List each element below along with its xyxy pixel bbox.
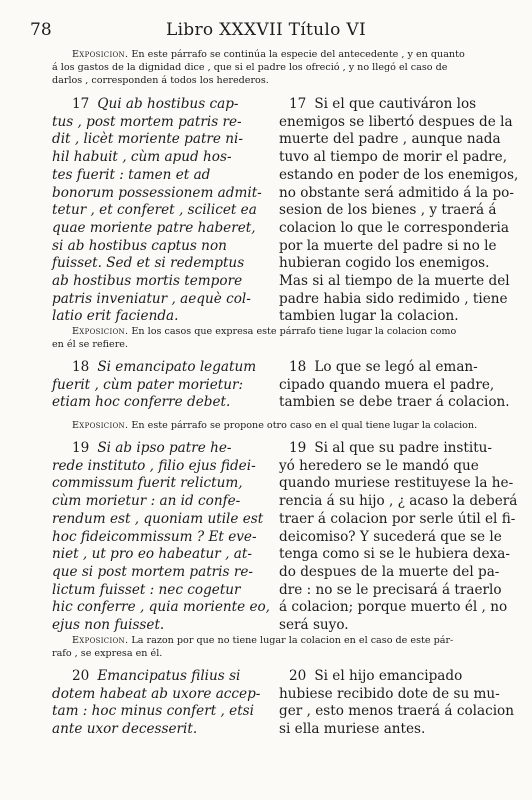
latin-line: cùm morietur : an id confe- bbox=[52, 493, 241, 510]
spanish-line: dre : no se le precisará á traerlo bbox=[279, 581, 502, 598]
spanish-line: Lo que se legó al eman- bbox=[314, 359, 478, 375]
spanish-line: ger , esto menos traerá á colacion bbox=[279, 703, 514, 720]
spanish-line: hubieran cogido los enemigos. bbox=[279, 255, 490, 272]
latin-line: Qui ab hostibus cap- bbox=[97, 96, 239, 112]
latin-line: que si post mortem patris re- bbox=[52, 563, 253, 580]
paragraph-number: 20 bbox=[289, 668, 307, 684]
spanish-line: Si al que su padre institu- bbox=[314, 440, 493, 456]
spanish-line: Si el que cautiváron los bbox=[314, 96, 477, 112]
paragraph-number: 18 bbox=[72, 359, 90, 375]
paragraph-number: 19 bbox=[72, 440, 90, 456]
latin-line: Emancipatus filius si bbox=[97, 668, 241, 684]
spanish-line: yó heredero se le mandó que bbox=[279, 457, 479, 474]
spanish-line: cipado quando muera el padre, bbox=[279, 376, 495, 393]
latin-line: quae moriente patre haberet, bbox=[52, 219, 256, 236]
latin-line: Si ab ipso patre he- bbox=[97, 440, 232, 456]
spanish-line: Mas si al tiempo de la muerte del bbox=[279, 273, 510, 290]
exposicion-text-line: En este párrafo se propone otro caso en el qual tiene lugar la colacion. bbox=[131, 420, 478, 431]
latin-line: fuerit , cùm pater morietur: bbox=[52, 376, 244, 393]
latin-line: dit , licèt moriente patre ni- bbox=[52, 131, 243, 148]
latin-line: fuisset. Sed et si redemptus bbox=[52, 255, 245, 272]
exposicion-text-line: En los casos que expresa este párrafo tiene lugar la colacion como bbox=[131, 326, 457, 337]
spanish-line: quando muriese restituyese la he- bbox=[279, 475, 514, 492]
exposicion-label: Exposicion. bbox=[72, 420, 129, 431]
exposicion-3 bbox=[52, 419, 484, 432]
latin-line: niet , ut pro eo habeatur , at- bbox=[52, 546, 252, 563]
latin-line: hic conferre , quia moriente eo, bbox=[52, 599, 270, 616]
spanish-paragraph-19 bbox=[279, 440, 518, 635]
spanish-line: traer á colacion por serle útil el fi- bbox=[279, 510, 516, 527]
spanish-paragraph-18 bbox=[279, 359, 510, 412]
spanish-line: tambien se debe traer á colacion. bbox=[279, 394, 510, 411]
latin-line: tetur , et conferet , scilicet ea bbox=[52, 202, 257, 219]
exposicion-text-line: rafo , se expresa en él. bbox=[52, 648, 163, 659]
exposicion-label: Exposicion. bbox=[72, 326, 129, 337]
latin-line: patris inveniatur , aequè col- bbox=[52, 290, 251, 307]
latin-line: ejus non fuisset. bbox=[52, 617, 165, 634]
latin-paragraph-20 bbox=[52, 668, 270, 739]
spanish-line: tuvo al tiempo de morir el padre, bbox=[279, 149, 508, 166]
latin-line: hil habuit , cùm apud hos- bbox=[52, 149, 232, 166]
paragraph-number: 19 bbox=[289, 440, 307, 456]
spanish-line: muerte del padre , aunque nada bbox=[279, 131, 501, 148]
latin-line: commissum fuerit relictum, bbox=[52, 475, 243, 492]
running-header: Libro XXXVII Título VI bbox=[165, 20, 367, 40]
spanish-line: enemigos se libertó despues de la bbox=[279, 113, 513, 130]
exposicion-1 bbox=[52, 48, 484, 87]
spanish-line: por la muerte del padre si no le bbox=[279, 237, 497, 254]
spanish-line: será suyo. bbox=[279, 617, 349, 634]
latin-line: tam : hoc minus confert , etsi bbox=[52, 703, 254, 720]
latin-line: etiam hoc conferre debet. bbox=[52, 394, 231, 411]
latin-line: tus , post mortem patris re- bbox=[52, 113, 242, 130]
latin-line: ab hostibus mortis tempore bbox=[52, 273, 243, 290]
exposicion-text-line: En este párrafo se continúa la especie del antecedente , y en quanto bbox=[131, 49, 465, 60]
spanish-paragraph-20 bbox=[279, 668, 514, 739]
paragraph-number: 17 bbox=[72, 96, 90, 112]
paragraph-number: 20 bbox=[72, 668, 90, 684]
spanish-line: do despues de la muerte del pa- bbox=[279, 563, 500, 580]
paragraph-number: 18 bbox=[289, 359, 307, 375]
exposicion-text-line: en él se refiere. bbox=[52, 339, 129, 350]
spanish-line: Si el hijo emancipado bbox=[314, 668, 463, 684]
spanish-line: estando en poder de los enemigos, bbox=[279, 166, 519, 183]
spanish-line: rencia á su hijo , ¿ acaso la deberá bbox=[279, 493, 518, 510]
exposicion-4 bbox=[52, 634, 484, 660]
spanish-line: hubiese recibido dote de su mu- bbox=[279, 685, 500, 702]
latin-line: dotem habeat ab uxore accep- bbox=[52, 685, 261, 702]
spanish-paragraph-17 bbox=[279, 96, 519, 326]
latin-line: bonorum possessionem admit- bbox=[52, 184, 262, 201]
spanish-line: deicomiso? Y sucederá que se le bbox=[279, 528, 502, 545]
latin-paragraph-17 bbox=[52, 96, 270, 326]
latin-line: latio erit facienda. bbox=[52, 308, 179, 325]
spanish-line: á colacion; porque muerto él , no bbox=[279, 599, 508, 616]
exposicion-2 bbox=[52, 325, 484, 351]
latin-line: ante uxor decesserit. bbox=[52, 721, 198, 738]
latin-line: hoc fideicommissum ? Et eve- bbox=[52, 528, 257, 545]
latin-paragraph-18 bbox=[52, 359, 270, 412]
spanish-line: no obstante será admitido á la po- bbox=[279, 184, 514, 201]
exposicion-text-line: La razon por que no tiene lugar la colacion en el caso de este pár- bbox=[131, 635, 454, 646]
paragraph-number: 17 bbox=[289, 96, 307, 112]
latin-line: lictum fuisset : nec cogetur bbox=[52, 581, 241, 598]
spanish-line: si ella muriese antes. bbox=[279, 721, 426, 738]
exposicion-label: Exposicion. bbox=[72, 49, 129, 60]
page-number: 78 bbox=[30, 20, 52, 40]
latin-line: Si emancipato legatum bbox=[97, 359, 257, 375]
latin-line: si ab hostibus captus non bbox=[52, 237, 227, 254]
latin-line: rede instituto , filio ejus fidei- bbox=[52, 457, 256, 474]
exposicion-label: Exposicion. bbox=[72, 635, 129, 646]
spanish-line: colacion lo que le corresponderia bbox=[279, 219, 510, 236]
exposicion-text-line: á los gastos de la dignidad dice , que si el padre los ofreció , y no llegó el caso de bbox=[52, 62, 448, 73]
exposicion-text-line: darlos , corresponden á todos los herederos. bbox=[52, 75, 269, 86]
latin-paragraph-19 bbox=[52, 440, 270, 635]
spanish-line: tenga como si se le hubiera dexa- bbox=[279, 546, 510, 563]
spanish-line: sesion de los bienes , y traerá á bbox=[279, 202, 497, 219]
spanish-line: padre habia sido redimido , tiene bbox=[279, 290, 508, 307]
latin-line: rendum est , quoniam utile est bbox=[52, 510, 264, 527]
spanish-line: tambien lugar la colacion. bbox=[279, 308, 459, 325]
latin-line: tes fuerit : tamen et ad bbox=[52, 166, 211, 183]
